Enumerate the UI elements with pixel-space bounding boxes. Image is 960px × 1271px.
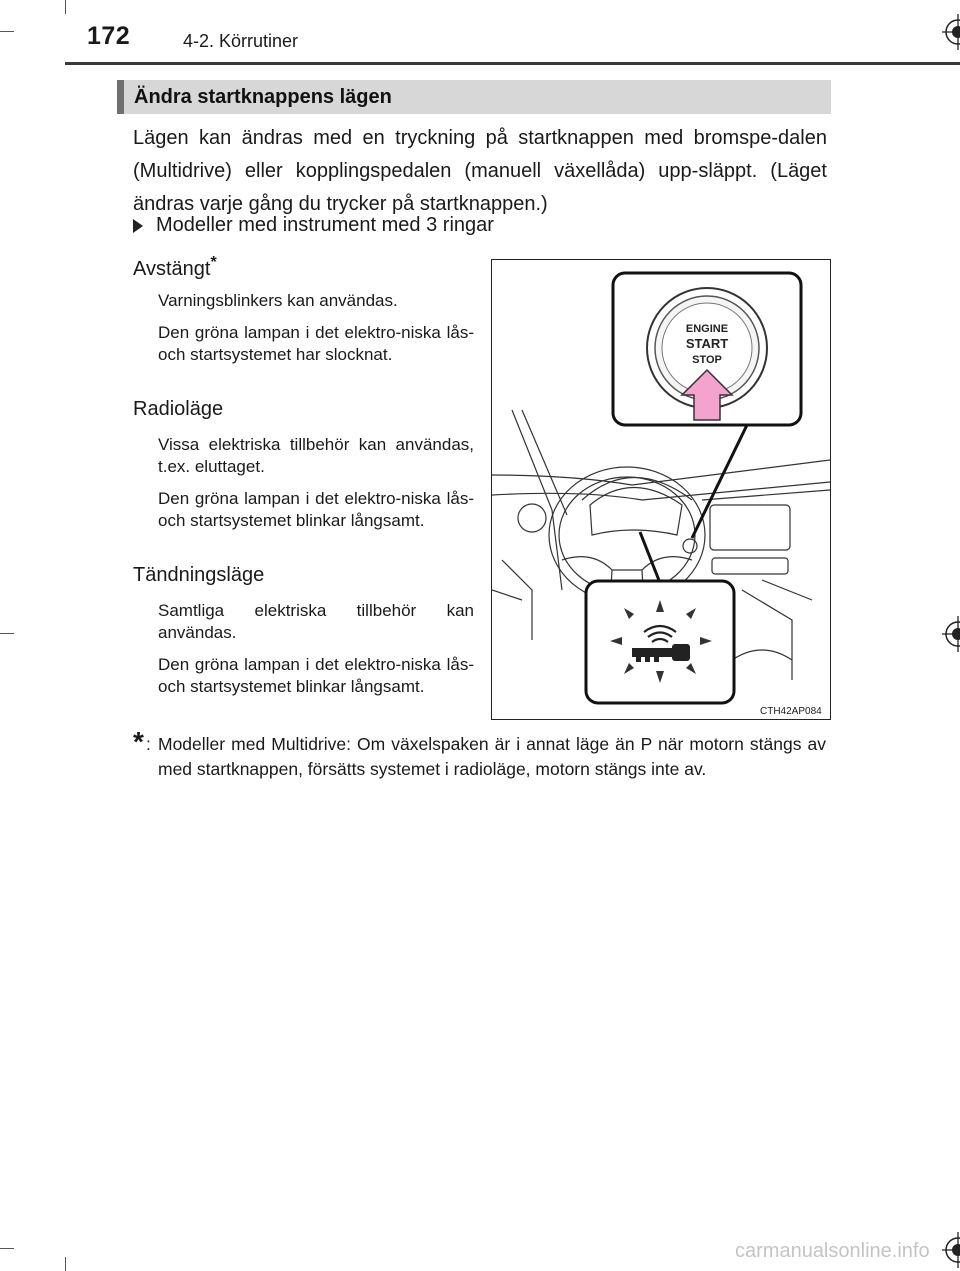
registration-mark-icon bbox=[940, 614, 960, 654]
section-title: Ändra startknappens lägen bbox=[134, 86, 392, 108]
registration-mark-icon bbox=[940, 12, 960, 52]
page-number: 172 bbox=[87, 22, 131, 50]
trim-mark bbox=[0, 633, 14, 634]
mode-title-ignition: Tändningsläge bbox=[133, 564, 265, 586]
bullet-text: Modeller med instrument med 3 ringar bbox=[156, 214, 494, 236]
mode-title-accessory: Radioläge bbox=[133, 398, 224, 420]
mode-title-text: Avstängt bbox=[133, 258, 211, 280]
dashboard-illustration bbox=[491, 259, 831, 720]
button-label-line-3: STOP bbox=[692, 354, 722, 366]
footnote-marker: * bbox=[210, 254, 217, 271]
header-divider bbox=[65, 62, 960, 65]
trim-mark bbox=[65, 0, 66, 14]
mode-paragraph: Den gröna lampan i det elektro-niska lås- och startsystemet har slocknat. bbox=[158, 323, 474, 364]
button-label-line-1: ENGINE bbox=[685, 323, 729, 335]
mode-paragraph: Samtliga elektriska tillbehör kan användas. bbox=[158, 601, 474, 642]
mode-title-off bbox=[133, 254, 217, 281]
mode-paragraph: Den gröna lampan i det elektro-niska lås- och startsystemet blinkar långsamt. bbox=[158, 489, 474, 530]
footnote-marker: * bbox=[133, 726, 144, 757]
button-label-line-2: START bbox=[685, 336, 729, 351]
mode-paragraph: Vissa elektriska tillbehör kan användas, t.ex. eluttaget. bbox=[158, 435, 474, 476]
dashboard-drawing bbox=[492, 260, 830, 719]
footnote-separator: : bbox=[146, 734, 151, 754]
model-bullet bbox=[133, 214, 494, 237]
mode-paragraph: Varningsblinkers kan användas. bbox=[158, 291, 398, 310]
chapter-title: 4-2. Körrutiner bbox=[183, 31, 299, 51]
mode-paragraph: Den gröna lampan i det elektro-niska lås- och startsystemet blinkar långsamt. bbox=[158, 655, 474, 696]
triangle-bullet-icon bbox=[133, 219, 143, 233]
figure-code: CTH42AP084 bbox=[760, 706, 822, 717]
trim-mark bbox=[0, 1248, 14, 1249]
section-accent bbox=[117, 80, 124, 114]
footnote-text bbox=[146, 732, 826, 782]
trim-mark bbox=[0, 31, 14, 32]
section-heading-bar bbox=[117, 80, 831, 114]
watermark: carmanualsonline.info bbox=[735, 1240, 930, 1262]
footnote-body: Modeller med Multidrive: Om växelspaken är i annat läge än P när motorn stängs av med startknappen, försätts systemet i radioläge, motorn stängs inte av. bbox=[158, 734, 826, 779]
trim-mark bbox=[65, 1257, 66, 1271]
intro-paragraph: Lägen kan ändras med en tryckning på startknappen med bromspe-dalen (Multidrive) eller kopplingspedalen (manuell växellåda) upp-släppt. (Läget ändras varje gång du trycker på startknappen.) bbox=[133, 127, 827, 215]
registration-mark-icon bbox=[940, 1230, 960, 1270]
